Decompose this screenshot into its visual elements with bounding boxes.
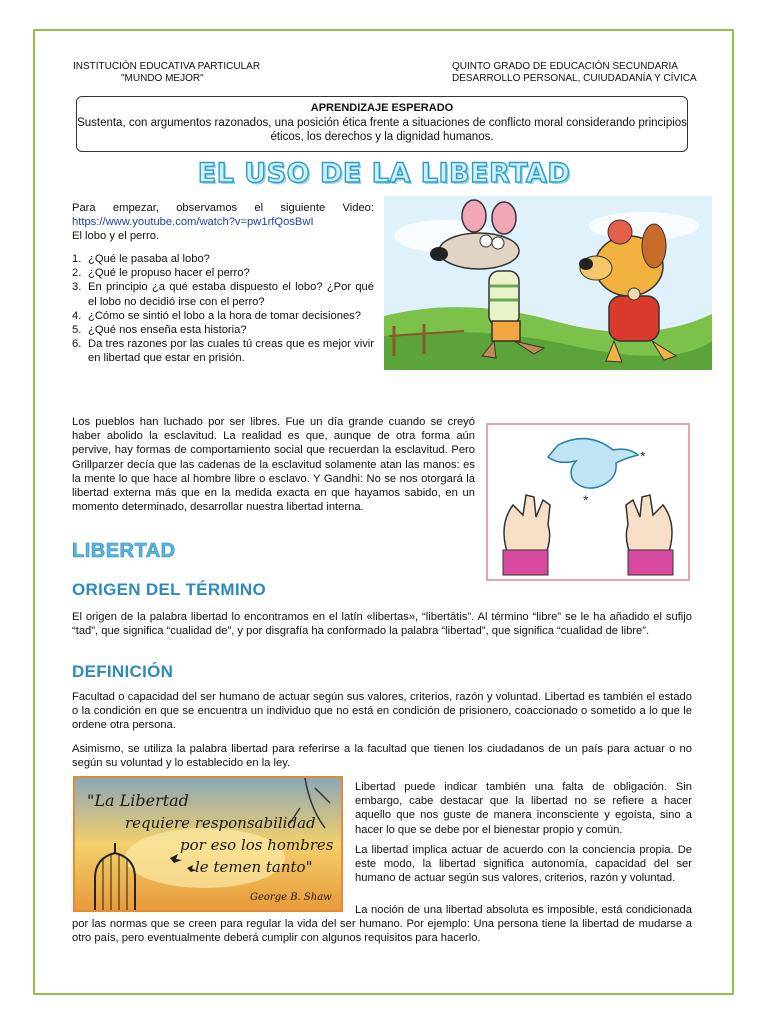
intro-text: Para empezar, observamos el siguiente Video:	[72, 202, 374, 214]
wolf-dog-illustration	[384, 196, 712, 370]
origen-paragraph: El origen de la palabra libertad lo encontramos en el latín «libertas», “libertātis”. Al término “libre” se le ha añadido el sufijo “tad”, que significa “cualidad de”, y por disgrafía ha conformado la palabra “libertad”, que significa “cualidad de libre”.	[72, 611, 692, 638]
course-header	[452, 61, 697, 85]
heading-libertad: LIBERTAD	[72, 540, 176, 562]
quote-line-3: por eso los hombres	[180, 836, 334, 854]
quote-line-2: requiere responsabilidad	[125, 814, 316, 832]
grade-label: QUINTO GRADO DE EDUCACIÓN SECUNDARIA	[452, 61, 678, 72]
final-paragraph: La noción de una libertad absoluta es imposible, está condicionada por las normas que se creen para regular la vida del ser humano. Por ejemplo: Una persona tiene la libertad de mudarse a otro país, pero eventualmente deberá cumplir con algunos requisitos para hacerlo.	[72, 904, 692, 945]
school-name: INSTITUCIÓN EDUCATIVA PARTICULAR	[73, 61, 261, 72]
definicion-paragraph-1: Facultad o capacidad del ser humano de actuar según sus valores, criterios, razón y voluntad. Libertad es también el estado o la condición en que se encuentra un individuo que no está en condición de prisionero, coaccionado o sometido a lo que le ordene otra persona.	[72, 691, 692, 732]
page-title: EL USO DE LA LIBERTAD	[197, 158, 571, 189]
heading-definicion: DEFINICIÓN	[72, 662, 174, 681]
school-motto: "MUNDO MEJOR"	[121, 73, 204, 84]
list-item: 6. Da tres razones por las cuales tú creas que es mejor vivir en libertad que estar en prisión.	[72, 338, 374, 365]
dove-hands-illustration	[486, 423, 690, 581]
list-item: 3. En principio ¿a qué estaba dispuesto el lobo? ¿Por qué el lobo no decidió irse con el perro?	[72, 281, 374, 308]
list-item: 4. ¿Cómo se sintió el lobo a la hora de tomar decisiones?	[72, 309, 361, 322]
heading-origen: ORIGEN DEL TÉRMINO	[72, 580, 266, 599]
paragraph-libertad-intro: Los pueblos han luchado por ser libres. Fue un día grande cuando se creyó haber abolido la esclavitud. La realidad es que, aunque de otra forma aún pervive, hay formas de comportamiento social que recuerdan la esclavitud. Pero Grillparzer decía que las cadenas de la esclavitud solamente atan las manos: es la mente lo que hace al hombre libre o esclavo. Y Gandhi: No se nos otorgará la libertad externa más que en la medida exacta en que hayamos sabido, en un momento determinado, desarrollar nuestra libertad interna.	[72, 416, 475, 514]
school-header	[73, 61, 260, 85]
learning-objective-box	[76, 96, 688, 152]
quote-image	[73, 776, 343, 912]
objective-text: Sustenta, con argumentos razonados, una posición ética frente a situaciones de conflicto moral considerando principios éticos, los derechos y la dignidad humanos.	[77, 116, 687, 143]
objective-title: APRENDIZAJE ESPERADO	[310, 102, 454, 114]
quote-line-1: "La Libertad	[87, 791, 189, 810]
video-link[interactable]: https://www.youtube.com/watch?v=pw1rfQosBwI	[72, 216, 314, 229]
video-title: El lobo y el perro.	[72, 230, 160, 243]
right-paragraph-2: La libertad implica actuar de acuerdo con la conciencia propia. De este modo, la libertad significa autonomía, capacidad del ser humano de actuar según sus valores, criterios, razón y voluntad.	[355, 844, 692, 885]
quote-author: George B. Shaw	[250, 892, 332, 903]
definicion-paragraph-2: Asimismo, se utiliza la palabra libertad para referirse a la facultad que tienen los ciudadanos de un país para actuar o no según su voluntad y lo establecido en la ley.	[72, 743, 692, 770]
intro-paragraph	[72, 201, 374, 244]
question-list	[72, 252, 374, 366]
svg-text:*: *	[640, 448, 646, 464]
right-paragraph-1: Libertad puede indicar también una falta de obligación. Sin embargo, cabe destacar que la libertad no se refiere a hacer aquello que nos guste de manera inconsciente y egoísta, sino a hacer lo que se debe por el bienestar propio y común.	[355, 781, 692, 836]
list-item: 5. ¿Qué nos enseña esta historia?	[72, 324, 247, 337]
course-label: DESARROLLO PERSONAL, CUIUDADANÍA Y CÍVICA	[452, 73, 697, 84]
quote-line-4: le temen tanto"	[195, 858, 313, 876]
svg-text:*: *	[583, 492, 589, 508]
list-item: 1. ¿Qué le pasaba al lobo?	[72, 253, 210, 265]
list-item: 2. ¿Qué le propuso hacer el perro?	[72, 267, 250, 280]
